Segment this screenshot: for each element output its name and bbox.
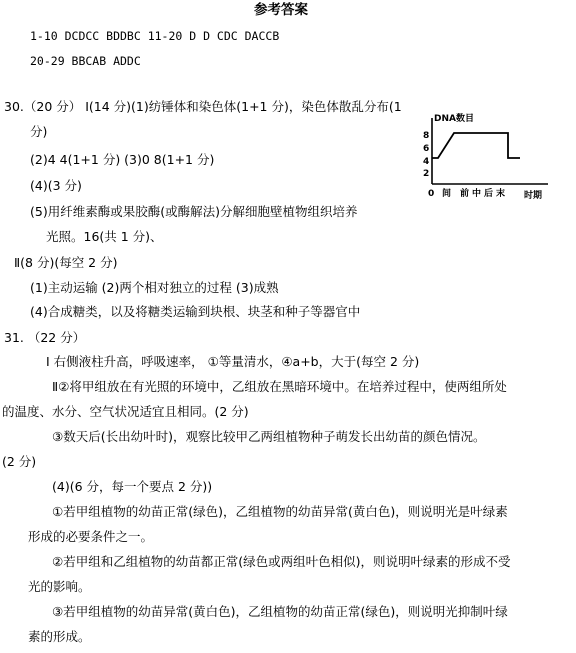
q31-line-6: (4)(6 分，每一个要点 2 分)) xyxy=(52,479,213,494)
y-tick-4: 4 xyxy=(423,157,430,167)
q31-line-3: 的温度、水分、空气状况适宜且相同。(2 分) xyxy=(2,404,249,419)
x-tick-anaphase: 后 xyxy=(484,189,494,199)
q30-head: 30.（20 分） Ⅰ(14 分)(1)纺锤体和染色体(1+1 分)，染色体散乱分布(1 xyxy=(4,99,402,114)
q31-line-11: ③若甲组植物的幼苗异常(黄白色)，乙组植物的幼苗正常(绿色)，则说明光抑制叶绿 xyxy=(52,604,508,619)
x-tick-prophase: 前 xyxy=(460,189,470,199)
x-tick-metaphase: 中 xyxy=(472,189,482,199)
y-axis-label: DNA数目 xyxy=(434,114,474,124)
q31-line-5: (2 分) xyxy=(2,454,37,469)
q30-part2-head: Ⅱ(8 分)(每空 2 分) xyxy=(14,255,118,270)
y-tick-8: 8 xyxy=(423,131,430,141)
q31-line-2: Ⅱ②将甲组放在有光照的环境中，乙组放在黑暗环境中。在培养过程中，使两组所处 xyxy=(52,379,507,394)
dna-curve xyxy=(432,133,520,158)
q30-cont: 分) xyxy=(30,124,48,139)
q31-line-1: Ⅰ 右侧液柱升高，呼吸速率， ①等量清水，④a+b，大于(每空 2 分) xyxy=(46,354,420,369)
y-tick-6: 6 xyxy=(423,144,430,154)
x-tick-interphase: 间 xyxy=(442,189,452,199)
y-tick-2: 2 xyxy=(423,169,430,179)
dna-chart xyxy=(420,112,555,200)
q31-line-7: ①若甲组植物的幼苗正常(绿色)，乙组植物的幼苗异常(黄白色)，则说明光是叶绿素 xyxy=(52,504,508,519)
q31-line-8: 形成的必要条件之一。 xyxy=(28,529,154,544)
x-axis-label: 时期 xyxy=(524,191,543,200)
q31-line-9: ②若甲组和乙组植物的幼苗都正常(绿色或两组叶色相似)，则说明叶绿素的形成不受 xyxy=(52,554,511,569)
q30-line-3: (4)(3 分) xyxy=(30,178,82,193)
q31-line-10: 光的影响。 xyxy=(28,579,91,594)
q30-line-2: (2)4 4(1+1 分) (3)0 8(1+1 分) xyxy=(30,152,215,167)
q31-head: 31. （22 分） xyxy=(4,330,86,345)
q30-part2-line-1: (1)主动运输 (2)两个相对独立的过程 (3)成熟 xyxy=(30,280,279,295)
q30-line-5: 光照。16(共 1 分)、 xyxy=(46,229,163,244)
q31-line-12: 素的形成。 xyxy=(28,629,91,644)
x-tick-telophase: 末 xyxy=(496,189,506,199)
origin-label: 0 xyxy=(428,189,435,199)
answer-title: 参考答案 xyxy=(254,2,308,18)
q30-line-4: (5)用纤维素酶或果胶酶(或酶解法)分解细胞壁植物组织培养 xyxy=(30,204,358,219)
q31-line-4: ③数天后(长出幼叶时)，观察比较甲乙两组植物种子萌发长出幼苗的颜色情况。 xyxy=(52,429,486,444)
answer-line-1: 1-10 DCDCC BDDBC 11-20 D D CDC DACCB xyxy=(30,29,280,43)
answer-line-2: 20-29 BBCAB ADDC xyxy=(30,54,141,68)
q30-part2-line-2: (4)合成糖类，以及将糖类运输到块根、块茎和种子等器官中 xyxy=(30,304,361,319)
